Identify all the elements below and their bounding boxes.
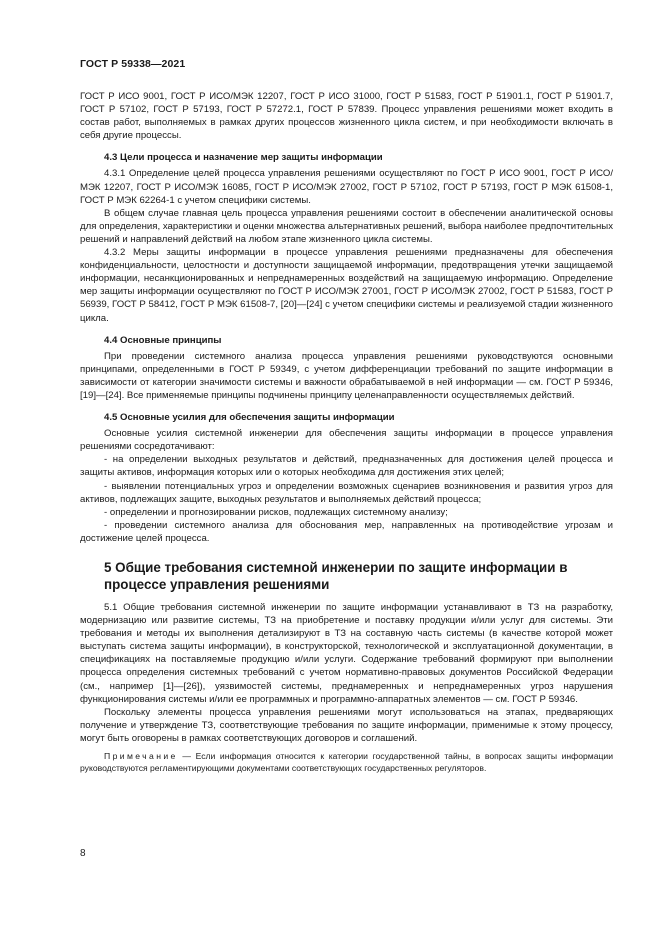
note-label: Примечание xyxy=(104,751,178,762)
note-text: — Если информация относится к категории государственной тайны, в вопросах защиты информации руководствуются регламентирующими документами соответствующих государственных регуляторов. xyxy=(80,751,613,774)
list-item: - определении и прогнозировании рисков, подлежащих системному анализу; xyxy=(104,506,448,518)
paragraph-4-3-1-goal: В общем случае главная цель процесса управления решениями состоит в обеспечении аналитической основы для определения, характеристики и оценки множества альтернативных решений, выбора наиболее предпочтительных решений и направлений действий на любом этапе жизненного цикла системы. xyxy=(80,207,613,245)
paragraph-4-4: При проведении системного анализа процесса управления решениями руководствуются основными принципами, определенными в ГОСТ Р 59349, с учетом дифференциации требований по защите информации в зависимости от категории значимости системы и важности обрабатываемой в ней информации — см. ГОСТ Р 59346, [19]—[24]. Все применяемые принципы подчинены принципу целенаправленности осуществляемых действий. xyxy=(80,350,613,401)
heading-4-3: 4.3 Цели процесса и назначение мер защиты информации xyxy=(104,152,383,164)
heading-section-5: 5 Общие требования системной инженерии по защите информации в процессе управления решениями xyxy=(104,560,568,592)
list-item: - проведении системного анализа для обоснования мер, направленных на противодействие угрозам и достижение целей процесса. xyxy=(80,519,613,544)
page-number: 8 xyxy=(80,848,86,859)
paragraph-intro: ГОСТ Р ИСО 9001, ГОСТ Р ИСО/МЭК 12207, ГОСТ Р ИСО 31000, ГОСТ Р 51583, ГОСТ Р 51901.1, ГОСТ Р 51901.7, ГОСТ Р 57102, ГОСТ Р 57193, ГОСТ Р 57272.1, ГОСТ Р 57839. Процесс управления решениями может входить в состав работ, выполняемых в рамках других процессов жизненного цикла систем, и при необходимости включать в себя другие процессы. xyxy=(80,91,613,142)
paragraph-4-3-2: 4.3.2 Меры защиты информации в процессе управления решениями предназначены для обеспечения конфиденциальности, целостности и доступности защищаемой информации, предотвращения утечки защищаемой информации, несанкционированных и непреднамеренных воздействий на защищаемую информацию. Определение мер защиты информации осуществляют по ГОСТ Р ИСО/МЭК 27001, ГОСТ Р ИСО/МЭК 27002, ГОСТ Р 51583, ГОСТ Р 56939, ГОСТ Р 58412, ГОСТ Р МЭК 61508-7, [20]—[24] с учетом специфики системы и реализуемой стадии жизненного цикла. xyxy=(80,247,613,324)
paragraph-4-5: Основные усилия системной инженерии для обеспечения защиты информации в процессе управления решениями сосредотачивают: xyxy=(80,428,613,453)
note xyxy=(80,750,613,774)
heading-4-5: 4.5 Основные усилия для обеспечения защиты информации xyxy=(104,412,395,424)
paragraph-5-1: 5.1 Общие требования системной инженерии по защите информации устанавливают в ТЗ на разработку, модернизацию или развитие системы, ТЗ на приобретение и поставку продукции и/или услуг для системы. Эти требования и методы их выполнения детализируют в ТЗ на составную часть системы (в качестве которой может выступать система защиты информации), в конструкторской, технологической и эксплуатационной документации, в спецификациях на поставляемые продукцию и/или услуги. Содержание требований формируют при выполнении процесса определения системных требований с учетом нормативно-правовых документов Российской Федерации (см., например [1]—[26]), уязвимостей системы, преднамеренных и непреднамеренных угроз нарушения функционирования системы и/или ее программных и программно-аппаратных элементов — см. ГОСТ Р 59346. xyxy=(80,602,613,705)
heading-4-4: 4.4 Основные принципы xyxy=(104,334,222,346)
list-item: - на определении выходных результатов и действий, предназначенных для достижения целей процесса и защиты активов, информация которых или о которых необходима для достижения этих целей; xyxy=(80,454,613,479)
document-body xyxy=(80,90,613,774)
standard-code-header: ГОСТ Р 59338—2021 xyxy=(80,58,186,70)
paragraph-5-1-contracts: Поскольку элементы процесса управления решениями могут использоваться на этапах, предваряющих получение и утверждение ТЗ, соответствующие требования по защите информации, применимые к этому процессу, могут быть оговорены в рамках соответствующих договоров и соглашений. xyxy=(80,706,613,744)
paragraph-4-3-1: 4.3.1 Определение целей процесса управления решениями осуществляют по ГОСТ Р ИСО 9001, ГОСТ Р ИСО/МЭК 12207, ГОСТ Р ИСО/МЭК 16085, ГОСТ Р ИСО/МЭК 27002, ГОСТ Р 57102, ГОСТ Р 57193, ГОСТ Р МЭК 61508-1, ГОСТ Р МЭК 62264-1 с учетом специфики системы. xyxy=(80,168,613,206)
list-item: - выявлении потенциальных угроз и определении возможных сценариев возникновения и развития угроз для активов, подлежащих защите, выходных результатов и выполняемых действий процесса; xyxy=(80,480,613,505)
